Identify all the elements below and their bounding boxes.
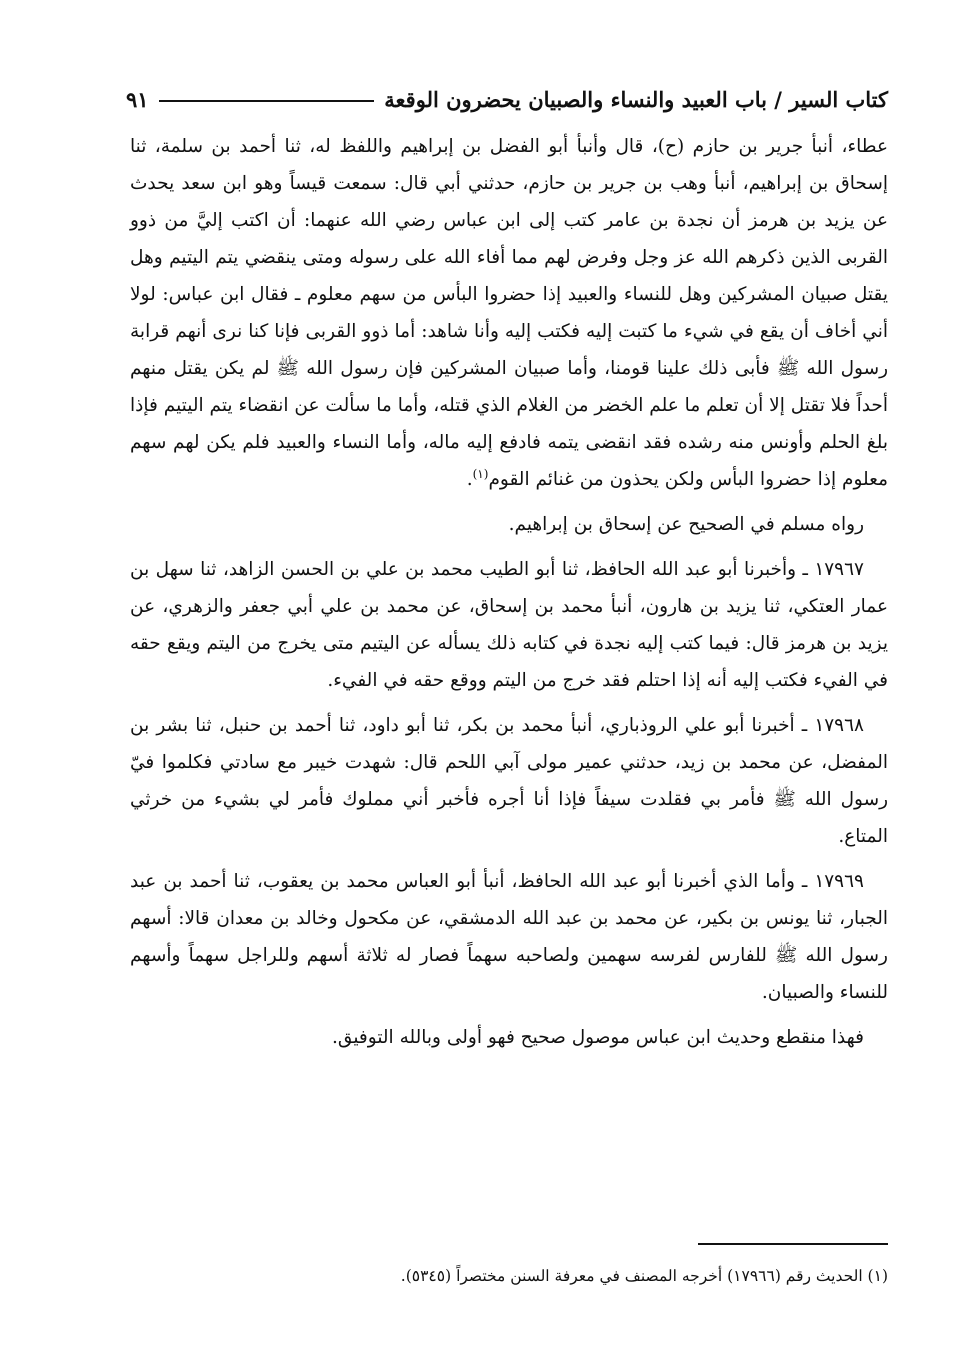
footnote: (١) الحديث رقم (١٧٩٦٦) أخرجه المصنف في معرفة السنن مختصراً (٥٣٤٥). [400, 1267, 888, 1285]
paragraph-text: عطاء، أنبأ جرير بن حازم (ح)، قال وأنبأ أبو الفضل بن إبراهيم واللفظ له، ثنا أحمد بن سلمة، ثنا إسحاق بن إبراهيم، أنبأ وهب بن جرير بن حازم، حدثني أبي قال: سمعت قيساً وهو ابن سعد يحدث عن يزيد بن هرمز أن نجدة بن عامر كتب إلى ابن عباس رضي الله عنهما: أن اكتب إليَّ من ذوو القربى الذين ذكرهم الله عز وجل وفرض لهم مما أفاء الله على رسوله ومتى ينقضي يتم اليتيم وهل يقتل صبيان المشركين وهل للنساء والعبيد إذا حضروا البأس من سهم معلوم ـ فقال ابن عباس: لولا أني أخاف أن يقع في شيء ما كتبت إليه فكتب إليه وأنا شاهد: أما ذوو القربى فإنا كنا نرى أنهم قرابة رسول الله ﷺ فأبى ذلك علينا قومنا، وأما صبيان المشركين فإن رسول الله ﷺ لم يكن يقتل منهم أحداً فلا تقتل إلا أن تعلم ما علم الخضر من الغلام الذي قتله، وأما ما سألت عن انقضاء يتم اليتيم فإذا بلغ الحلم وأونس منه رشده فقد انقضى يتمه فادفع إليه ماله، وأما النساء والعبيد فلم يكن لهم سهم معلوم إذا حضروا البأس ولكن يحذون من غنائم القوم [130, 136, 888, 490]
header-rule [159, 100, 375, 102]
chapter-title: كتاب السير / باب العبيد والنساء والصبيان يحضرون الوقعة [384, 86, 888, 112]
main-text [130, 128, 888, 1056]
page-number: ٩١ [126, 86, 149, 112]
paragraph-hadith-17968: ١٧٩٦٨ ـ أخبرنا أبو علي الروذباري، أنبأ محمد بن بكر، ثنا أبو داود، ثنا أحمد بن حنبل، ثنا بشر بن المفضل، عن محمد بن زيد، حدثني عمير مولى آبي اللحم قال: شهدت خيبر مع سادتي فكلموا فيّ رسول الله ﷺ فأمر بي فقلدت سيفاً فإذا أنا أجره فأخبر أني مملوك فأمر لي بشيء من خرثي المتاع. [130, 715, 888, 847]
paragraph-hadith-17969: ١٧٩٦٩ ـ وأما الذي أخبرنا أبو عبد الله الحافظ، أنبأ أبو العباس محمد بن يعقوب، ثنا أحمد بن عبد الجبار، ثنا يونس بن بكير، عن محمد بن عبد الله الدمشقي، عن مكحول وخالد بن معدان قالا: أسهم رسول الله ﷺ للفارس لفرسه سهمين ولصاحبه سهماً فصار له ثلاثة أسهم وللراجل سهماً وأسهم للنساء والصبيان. [130, 871, 888, 1003]
paragraph-hadith-17967: ١٧٩٦٧ ـ وأخبرنا أبو عبد الله الحافظ، ثنا أبو الطيب محمد بن علي بن الحسن الزاهد، ثنا سهل بن عمار العتكي، ثنا يزيد بن هارون، أنبأ محمد بن إسحاق، عن محمد بن علي أبي جعفر والزهري، عن يزيد بن هرمز قال: فيما كتب إليه نجدة في كتابه ذلك يسأله عن اليتيم متى يخرج من اليتم ويقع حقه في الفيء فكتب إليه أنه إذا احتلم فقد خرج من اليتم ووقع حقه في الفيء. [130, 559, 888, 691]
footnote-reference: (١) [472, 466, 489, 481]
paragraph-end-mark: . [466, 469, 473, 490]
running-head [126, 82, 888, 116]
paragraph-hadith-continuation [130, 128, 888, 498]
footnote-separator [698, 1243, 888, 1245]
paragraph-conclusion: فهذا منقطع وحديث ابن عباس موصول صحيح فهو أولى وبالله التوفيق. [332, 1027, 864, 1048]
paragraph-muslim-narration: رواه مسلم في الصحيح عن إسحاق بن إبراهيم. [508, 514, 864, 535]
